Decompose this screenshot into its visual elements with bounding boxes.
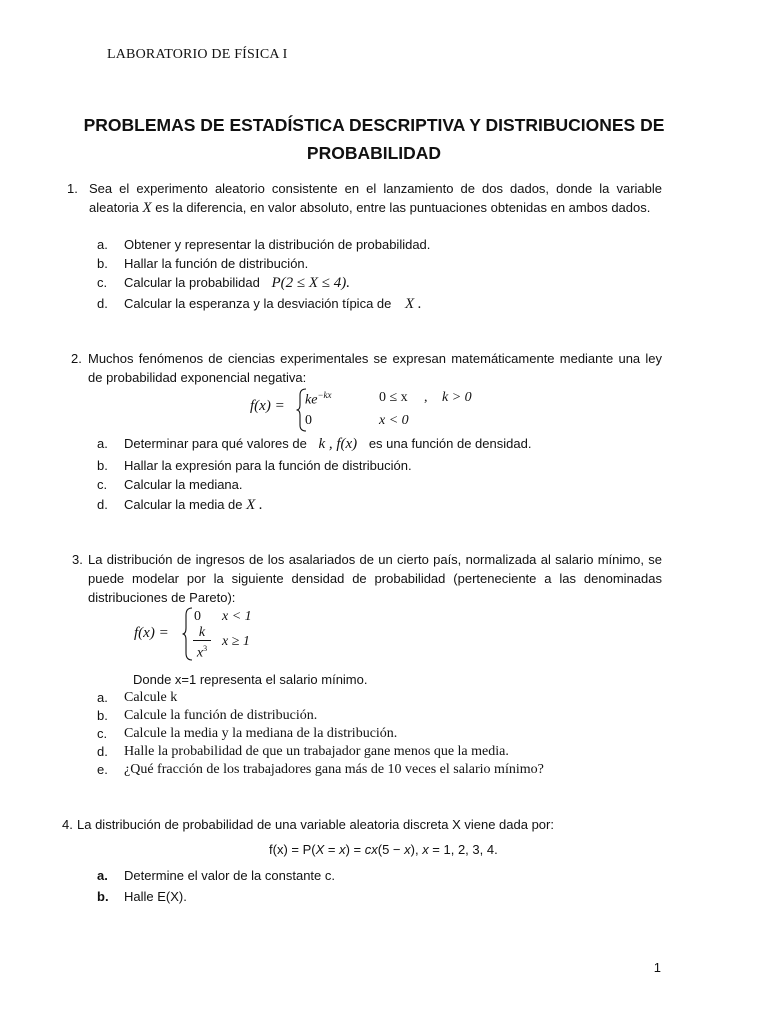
problem-1-text-b: es la diferencia, en valor absoluto, entre las puntuaciones obtenidas en ambos dados.: [155, 200, 651, 215]
problem-2-item-a: a.: [97, 436, 108, 451]
formula-case-2-condition: x < 0: [379, 413, 409, 428]
problem-3-item-e: e.: [97, 762, 108, 777]
problem-4-item-b-text: Halle E(X).: [124, 889, 187, 904]
document-header: LABORATORIO DE FÍSICA I: [107, 47, 288, 62]
problem-1-text-a: Sea el experimento aleatorio consistente en el lanzamiento de dos dados, donde la variable aleatoria: [89, 181, 662, 215]
problem-2-item-b: b.: [97, 458, 108, 473]
problem-3-item-a: a.: [97, 690, 108, 705]
formula-var: x: [404, 842, 411, 857]
problem-4-item-b: b.: [97, 889, 109, 904]
formula-fraction: [193, 625, 211, 661]
case-1-expr: ke: [305, 392, 318, 408]
problem-1-statement: [89, 179, 662, 218]
title-line-1: PROBLEMAS DE ESTADÍSTICA DESCRIPTIVA Y DISTRIBUCIONES DE: [83, 115, 665, 135]
denominator-exponent: 3: [203, 644, 208, 653]
denominator-base: x: [196, 645, 204, 661]
problem-2-number: 2.: [71, 351, 82, 366]
variable-x: X .: [246, 497, 263, 513]
formula-part: =: [324, 842, 340, 857]
item-label: a.: [97, 237, 108, 252]
formula-part: (5 −: [377, 842, 405, 857]
problem-2-item-d: d.: [97, 497, 108, 512]
formula-case-2-condition: x ≥ 1: [222, 634, 250, 649]
problem-2-item-b-text: Hallar la expresión para la función de distribución.: [124, 458, 412, 473]
problem-1-item-a: [97, 235, 108, 254]
problem-3-item-d-text: Halle la probabilidad de que un trabajador gane menos que la media.: [124, 744, 509, 759]
problem-4-statement: La distribución de probabilidad de una variable aleatoria discreta X viene dada por:: [77, 817, 554, 832]
problem-4-item-a-text: Determine el valor de la constante c.: [124, 868, 335, 883]
document-title: [60, 111, 688, 167]
problem-3-item-b-text: Calcule la función de distribución.: [124, 708, 318, 723]
fraction-denominator: [193, 640, 211, 661]
formula-part: ),: [410, 842, 423, 857]
item-text: Calcular la media de: [124, 497, 243, 512]
formula-lhs: f(x) =: [250, 398, 285, 414]
formula-var: x: [422, 842, 429, 857]
problem-1-item-d: d.: [97, 296, 108, 311]
problem-3-statement: La distribución de ingresos de los asalariados de un cierto país, normalizada al salario mínimo, se puede modelar por la siguiente densidad de probabilidad (perteneciente a las denominadas distribuciones de Pareto):: [88, 552, 662, 605]
problem-1-item-a-text: Obtener y representar la distribución de probabilidad.: [124, 237, 431, 252]
formula-case-1-condition: [379, 390, 408, 406]
case-1-exponent: −kx: [317, 390, 332, 400]
formula-part: = 1, 2, 3, 4.: [428, 842, 498, 857]
item-text-b: es una función de densidad.: [368, 436, 532, 451]
problem-2-statement: Muchos fenómenos de ciencias experimentales se expresan matemáticamente mediante una ley de probabilidad exponencial negativa:: [88, 351, 662, 385]
problem-2-item-c: c.: [97, 477, 108, 492]
formula-case-1-condition: x < 1: [222, 609, 252, 624]
fraction-numerator: k: [198, 625, 206, 640]
formula-var: X: [315, 842, 325, 857]
math-inline: k , f(x): [318, 436, 358, 452]
formula-case-1: [305, 390, 332, 409]
formula-parameter: k > 0: [442, 390, 472, 405]
problem-3-item-b: b.: [97, 708, 108, 723]
formula-lhs: f(x) =: [134, 625, 169, 641]
problem-1-number: 1.: [67, 181, 78, 196]
item-text: Determinar para qué valores de: [124, 436, 307, 451]
probability-expression: P(2 ≤ X ≤ 4).: [271, 275, 351, 291]
page-number: 1: [653, 960, 661, 975]
problem-4-item-a: a.: [97, 868, 108, 883]
problem-1-variable: X: [142, 200, 152, 216]
problem-3-note: Donde x=1 representa el salario mínimo.: [133, 672, 368, 687]
problem-3-item-c-text: Calcule la media y la mediana de la distribución.: [124, 726, 398, 741]
formula-separator: ,: [424, 390, 428, 405]
problem-2-item-c-text: Calcular la mediana.: [124, 477, 243, 492]
problem-1-item-b: b.: [97, 256, 108, 271]
formula-case-1: 0: [194, 609, 201, 624]
problem-3-item-e-text: ¿Qué fracción de los trabajadores gana más de 10 veces el salario mínimo?: [124, 762, 544, 777]
problem-3-item-d: d.: [97, 744, 108, 759]
problem-2-item-d-text: [124, 495, 263, 515]
formula-var: x: [339, 842, 346, 857]
problem-3-number: 3.: [72, 552, 83, 567]
formula-part: ) =: [345, 842, 365, 857]
case-1-condition: 0 ≤ x: [379, 390, 408, 405]
item-text: Calcular la probabilidad: [124, 275, 260, 290]
problem-1-item-c-text: [124, 273, 350, 293]
problem-2-item-a-text: [124, 434, 531, 454]
item-text: Calcular la esperanza y la desviación típica de: [124, 296, 392, 311]
formula-var: cx: [364, 842, 378, 857]
problem-1-item-c: c.: [97, 275, 108, 290]
formula-part: f(x) = P(: [269, 842, 316, 857]
title-line-2: PROBABILIDAD: [306, 143, 442, 163]
formula-case-2: 0: [305, 413, 312, 428]
problem-1-item-d-text: [124, 294, 422, 314]
problem-1-item-b-text: Hallar la función de distribución.: [124, 256, 309, 271]
problem-4-formula: [269, 840, 498, 859]
variable-x: X .: [405, 296, 422, 312]
problem-4-number: 4.: [62, 817, 73, 832]
problem-3-item-c: c.: [97, 726, 108, 741]
problem-3-item-a-text: Calcule k: [124, 690, 178, 705]
